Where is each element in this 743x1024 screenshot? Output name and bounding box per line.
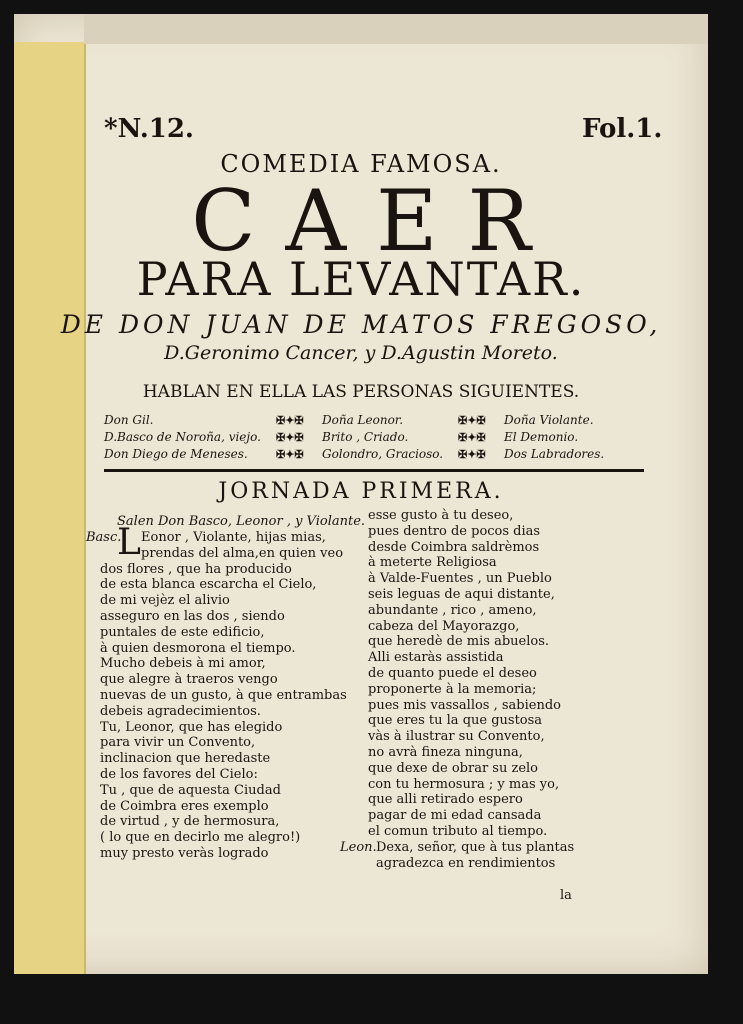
- cast-column-1: [104, 412, 261, 463]
- verse-line: con tu hermosura ; y mas yo,: [368, 776, 560, 792]
- verse-line: cabeza del Mayorazgo,: [368, 618, 520, 634]
- cast-column-2: [322, 412, 443, 463]
- verse-line: que dexe de obrar su zelo: [368, 760, 539, 776]
- verse-line: que eres tu la que gustosa: [368, 713, 543, 729]
- ornament-icon: ✠✦✠: [276, 431, 304, 444]
- verse-line: vàs à ilustrar su Convento,: [368, 729, 545, 745]
- verse-line: de los favores del Cielo:: [100, 766, 258, 782]
- page-top-edge: [84, 14, 708, 44]
- verse-line: Tu , que de aquesta Ciudad: [100, 782, 281, 798]
- verse-line: pues mis vassallos , sabiendo: [368, 697, 561, 713]
- verse-line: prendas del alma,en quien veo: [141, 545, 344, 561]
- verse-line: para vivir un Convento,: [100, 735, 256, 751]
- verse-line: nuevas de un gusto, à que entrambas: [100, 687, 347, 703]
- verse-line: de virtud , y de hermosura,: [100, 814, 280, 830]
- ornament-icon: ✠✦✠: [458, 448, 486, 461]
- decorative-rule: [104, 469, 644, 472]
- cast-item: Don Diego de Meneses.: [104, 447, 248, 461]
- cast-ornaments-1: [276, 412, 304, 463]
- verse-line: de Coimbra eres exemplo: [100, 798, 269, 814]
- stage-direction: Salen Don Basco, Leonor , y Violante.: [117, 514, 366, 529]
- verse-line: inclinacion que heredaste: [100, 751, 271, 767]
- verse-line: de esta blanca escarcha el Cielo,: [100, 577, 317, 593]
- verse-line: que heredè de mis abuelos.: [368, 634, 550, 650]
- verse-line: Dexa, señor, que à tus plantas: [376, 839, 575, 855]
- cast-column-3: [504, 412, 604, 463]
- verse-line: Mucho debeis à mi amor,: [100, 656, 266, 672]
- verse-line: ( lo que en decirlo me alegro!): [100, 830, 301, 846]
- verse-line: Alli estaràs assistida: [368, 650, 504, 666]
- cast-item: Brito , Criado.: [322, 430, 409, 444]
- verse-line: que alli retirado espero: [368, 792, 523, 808]
- cast-item: Golondro, Gracioso.: [322, 447, 444, 461]
- ornament-icon: ✠✦✠: [458, 414, 486, 427]
- verse-line: pagar de mi edad cansada: [368, 808, 542, 824]
- cast-item: El Demonio.: [504, 430, 579, 444]
- ornament-icon: ✠✦✠: [276, 414, 304, 427]
- verse-line: à meterte Religiosa: [368, 555, 497, 571]
- verse-line: abundante , rico , ameno,: [368, 602, 537, 618]
- cast-ornaments-2: [458, 412, 486, 463]
- verse-line: proponerte à la memoria;: [368, 681, 537, 697]
- verse-line: muy presto veràs logrado: [100, 845, 269, 861]
- genre-heading: COMEDIA FAMOSA.: [220, 150, 502, 178]
- verse-line: puntales de este edificio,: [100, 624, 265, 640]
- verse-line: dos flores , que ha producido: [100, 561, 292, 577]
- page-number: *N.12.: [104, 114, 194, 144]
- verse-line: de quanto puede el deseo: [368, 665, 537, 681]
- verse-line: Tu, Leonor, que has elegido: [100, 719, 283, 735]
- verse-line: à quien desmorona el tiempo.: [100, 640, 296, 656]
- verse-line: no avrà fineza ninguna,: [368, 744, 523, 760]
- cast-item: D.Basco de Noroña, viejo.: [104, 430, 261, 444]
- verse-line: seis leguas de aqui distante,: [368, 586, 555, 602]
- verse-right-continuation: [376, 840, 574, 872]
- verse-line: à Valde-Fuentes , un Pueblo: [368, 571, 552, 587]
- act-heading: JORNADA PRIMERA.: [218, 479, 504, 504]
- catchword: la: [560, 888, 572, 903]
- verse-line: asseguro en las dos , siendo: [100, 608, 285, 624]
- cast-item: Doña Leonor.: [322, 413, 404, 427]
- drop-cap: L: [117, 522, 141, 563]
- title-line-2: PARA LEVANTAR.: [136, 252, 586, 306]
- verse-line: que alegre à traeros vengo: [100, 672, 278, 688]
- verse-line: desde Coimbra saldrèmos: [368, 539, 540, 555]
- page: [14, 14, 708, 974]
- title-line-1: CAER: [191, 172, 561, 270]
- ornament-icon: ✠✦✠: [458, 431, 486, 444]
- ornament-icon: ✠✦✠: [276, 448, 304, 461]
- verse-line: esse gusto à tu deseo,: [368, 508, 514, 523]
- verse-right-column: [368, 508, 561, 840]
- coauthors-line: D.Geronimo Cancer, y D.Agustin Moreto.: [164, 342, 558, 364]
- verse-line: pues dentro de pocos dias: [368, 523, 541, 539]
- speaker-label: Basc.: [86, 530, 122, 545]
- verse-line: de mi vejèz el alivio: [100, 593, 230, 609]
- speaker-label: Leon.: [340, 839, 377, 855]
- verse-line: debeis agradecimientos.: [100, 703, 261, 719]
- cast-item: Don Gil.: [104, 413, 154, 427]
- author-line: DE DON JUAN DE MATOS FREGOSO,: [60, 310, 662, 339]
- verse-line: Eonor , Violante, hijas mias,: [141, 530, 326, 545]
- verse-line: el comun tributo al tiempo.: [368, 823, 548, 839]
- verse-left-lines-1-2: [141, 530, 343, 562]
- verse-left-column: [100, 562, 347, 862]
- cast-item: Dos Labradores.: [504, 447, 605, 461]
- verse-line: agradezca en rendimientos: [376, 855, 556, 871]
- cast-item: Doña Violante.: [504, 413, 594, 427]
- folio-number: Fol.1.: [582, 114, 663, 144]
- cast-heading: HABLAN EN ELLA LAS PERSONAS SIGUIENTES.: [142, 382, 580, 402]
